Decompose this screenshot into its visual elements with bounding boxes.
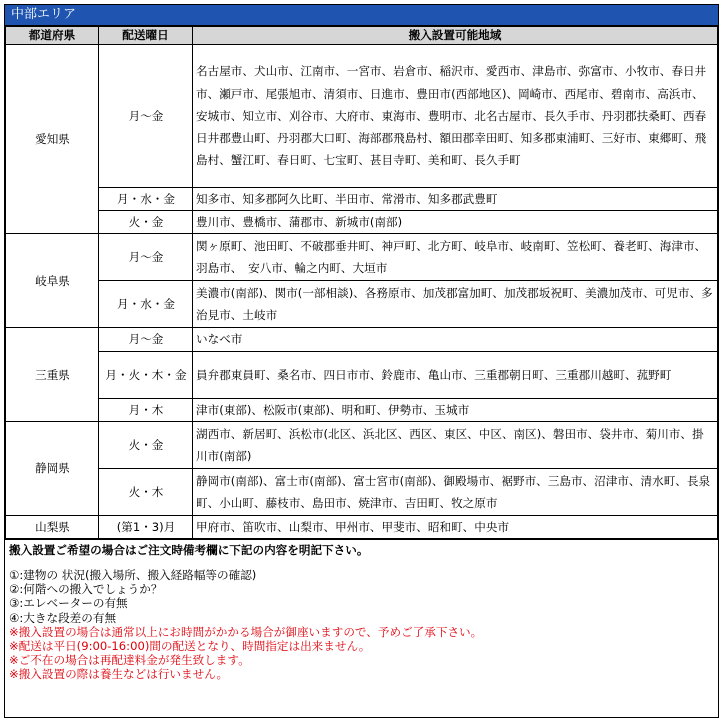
area-cell: 関ヶ原町、池田町、不破郡垂井町、神戸町、北方町、岐阜市、岐南町、笠松町、養老町、海津市、羽島市、 安八市、輪之内町、大垣市 bbox=[193, 234, 718, 281]
delivery-days-cell: (第1・3)月 bbox=[99, 515, 193, 538]
note-item: ④:大きな段差の有無 bbox=[9, 610, 117, 625]
area-cell: 員弁郡東員町、桑名市、四日市市、鈴鹿市、亀山市、三重郡朝日町、三重郡川越町、菰野町 bbox=[193, 351, 718, 398]
delivery-days-cell: 月～金 bbox=[99, 45, 193, 188]
area-cell: 名古屋市、犬山市、江南市、一宮市、岩倉市、稲沢市、愛西市、津島市、弥富市、小牧市、春日井市、瀬戸市、尾張旭市、清須市、日進市、豊田市(西部地区)、岡崎市、西尾市、碧南市、高浜市、安城市、知立市、刈谷市、大府市、東海市、豊明市、北名古屋市、長久手市、丹羽郡扶桑町、西春日井郡豊山町、丹羽郡大口町、海部郡飛島村、額田郡幸田町、知多郡東浦町、三好市、東郷町、飛島村、蟹江町、春日町、七宝町、甚目寺町、美和町、長久手町 bbox=[193, 45, 718, 188]
area-cell: 湖西市、新居町、浜松市(北区、浜北区、西区、東区、中区、南区)、磐田市、袋井市、菊川市、掛川市(南部) bbox=[193, 421, 718, 468]
note-item: ①:建物の 状況(搬入場所、搬入経路幅等の確認) bbox=[9, 568, 257, 583]
table-row bbox=[6, 234, 718, 281]
delivery-area-panel bbox=[4, 4, 719, 718]
warning-text: ※配送は平日(9:00-16:00)間の配送となり、時間指定は出来ません。 bbox=[9, 639, 371, 654]
delivery-days-cell: 月・水・金 bbox=[99, 188, 193, 211]
table-row bbox=[6, 515, 718, 538]
warning-text: ※ご不在の場合は再配達料金が発生致します。 bbox=[9, 653, 250, 668]
delivery-area-table bbox=[5, 26, 718, 539]
prefecture-cell: 愛知県 bbox=[6, 45, 99, 234]
area-cell: 津市(東部)、松阪市(東部)、明和町、伊勢市、玉城市 bbox=[193, 398, 718, 421]
table-header-row bbox=[6, 27, 718, 45]
table-row bbox=[6, 281, 718, 328]
area-cell: 知多市、知多郡阿久比町、半田市、常滑市、知多郡武豊町 bbox=[193, 188, 718, 211]
section-title: 中部エリア bbox=[5, 5, 718, 26]
area-cell: 静岡市(南部)、富士市(南部)、富士宮市(南部)、御殿場市、裾野市、三島市、沼津市、清水町、長泉町、小山町、藤枝市、島田市、焼津市、吉田町、牧之原市 bbox=[193, 468, 718, 515]
notes-heading: 搬入設置ご希望の場合はご注文時備考欄に下記の内容を明記下さい。 bbox=[9, 543, 369, 558]
table-row bbox=[6, 468, 718, 515]
delivery-days-cell: 月～金 bbox=[99, 234, 193, 281]
table-row bbox=[6, 45, 718, 188]
header-prefecture: 都道府県 bbox=[6, 27, 99, 45]
note-item: ②:何階への搬入でしょうか？ bbox=[9, 582, 163, 597]
table-row bbox=[6, 211, 718, 234]
prefecture-cell: 静岡県 bbox=[6, 421, 99, 515]
warning-text: ※搬入設置の場合は通常以上にお時間がかかる場合が御座いますので、予めご了承下さい。 bbox=[9, 624, 483, 639]
delivery-days-cell: 月～金 bbox=[99, 328, 193, 351]
table-row bbox=[6, 421, 718, 468]
delivery-days-cell: 月・火・木・金 bbox=[99, 351, 193, 398]
area-cell: 甲府市、笛吹市、山梨市、甲州市、甲斐市、昭和町、中央市 bbox=[193, 515, 718, 538]
delivery-days-cell: 火・金 bbox=[99, 421, 193, 468]
table-row bbox=[6, 328, 718, 351]
table-row bbox=[6, 398, 718, 421]
area-cell: 美濃市(南部)、関市(一部相談)、各務原市、加茂郡富加町、加茂郡坂祝町、美濃加茂市、可児市、多治見市、土岐市 bbox=[193, 281, 718, 328]
install-notes bbox=[5, 539, 718, 682]
note-item: ③:エレベーターの有無 bbox=[9, 596, 128, 611]
table-row bbox=[6, 188, 718, 211]
table-row bbox=[6, 351, 718, 398]
delivery-days-cell: 月・木 bbox=[99, 398, 193, 421]
warning-text: ※搬入設置の際は養生などは行いません。 bbox=[9, 667, 229, 682]
header-install-area: 搬入設置可能地域 bbox=[193, 27, 718, 45]
delivery-days-cell: 火・木 bbox=[99, 468, 193, 515]
prefecture-cell: 山梨県 bbox=[6, 515, 99, 538]
delivery-days-cell: 月・水・金 bbox=[99, 281, 193, 328]
delivery-days-cell: 火・金 bbox=[99, 211, 193, 234]
header-delivery-days: 配送曜日 bbox=[99, 27, 193, 45]
prefecture-cell: 岐阜県 bbox=[6, 234, 99, 328]
area-cell: いなべ市 bbox=[193, 328, 718, 351]
area-cell: 豊川市、豊橋市、蒲郡市、新城市(南部) bbox=[193, 211, 718, 234]
prefecture-cell: 三重県 bbox=[6, 328, 99, 421]
